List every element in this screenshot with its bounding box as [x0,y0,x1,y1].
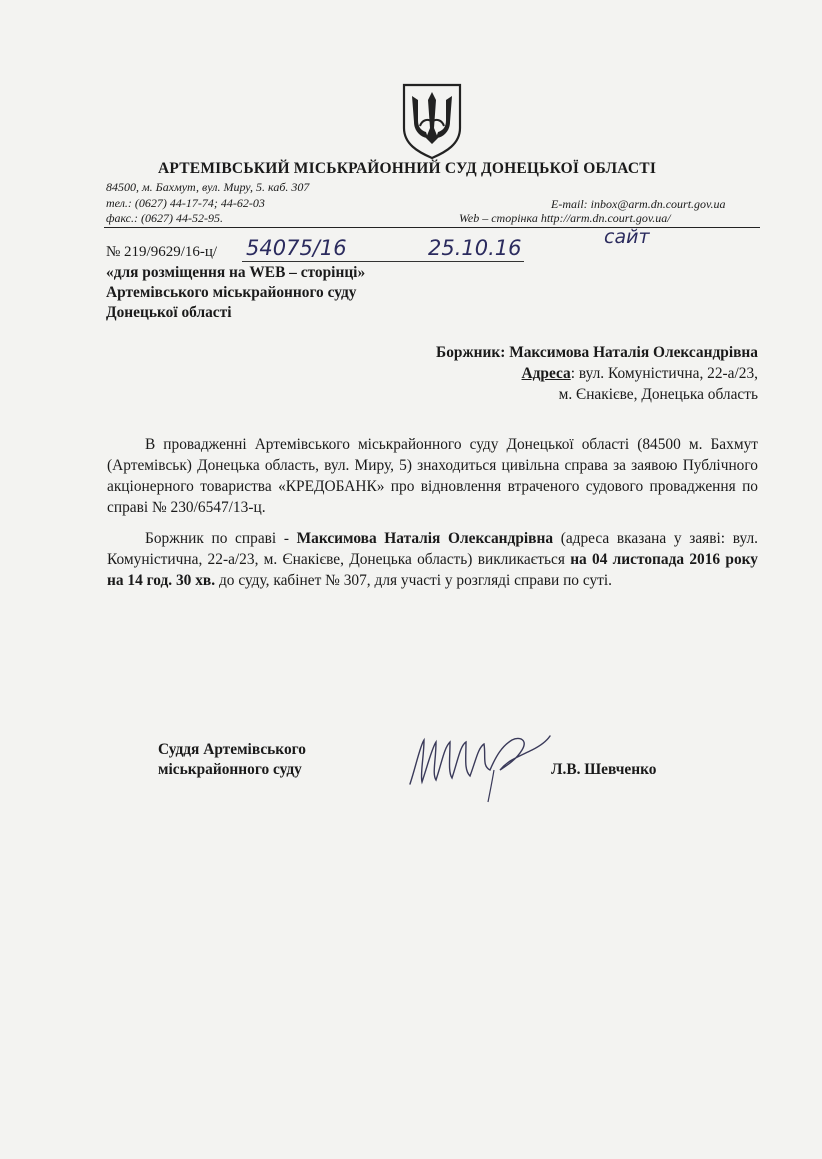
court-fax: факс.: (0627) 44-52-95. [106,211,223,225]
handwritten-signature [404,726,554,806]
addressee-line-3: Донецької області [106,304,232,321]
paragraph-2-debtor-name: Максимова Наталія Олександрівна [296,530,554,547]
address-label: Адреса [521,365,571,382]
paragraph-2-end: до суду, кабінет № 307, для участі у розгляді справи по суті. [215,572,613,589]
address-value: : вул. Комуністична, 22-а/23, [570,365,758,382]
paragraph-2-intro: Боржник по справі - [145,530,297,547]
debtor-address-line-1 [436,363,758,384]
header-divider [104,227,760,228]
addressee-line-2: Артемівського міськрайонного суду [106,284,357,301]
paragraph-2-hearing-date: на 04 листопада 2016 року на 14 год. 30 хв. [107,551,758,589]
court-name: АРТЕМІВСЬКИЙ МІСЬКРАЙОННИЙ СУД ДОНЕЦЬКОЇ ОБЛАСТІ [158,160,657,177]
handwritten-registration-number: 54075/16 [246,236,347,260]
handwritten-note: сайт [604,226,650,248]
reference-underline [242,261,524,262]
court-website: Web – сторінка http://arm.dn.court.gov.ua/ [459,211,671,225]
paragraph-2-middle: (адреса вказана у заяві: вул. Комуністична, 22-а/23, м. Єнакієве, Донецька область) викликається [107,530,758,568]
court-phone: тел.: (0627) 44-17-74; 44-62-03 [106,196,265,210]
handwritten-date: 25.10.16 [428,236,522,260]
trident-coat-of-arms-icon [400,82,464,160]
paragraph-2 [107,528,758,591]
court-address: 84500, м. Бахмут, вул. Миру, 5. каб. 307 [106,180,310,194]
debtor-name: Боржник: Максимова Наталія Олександрівна [436,344,758,361]
paragraph-1-text: В провадженні Артемівського міськрайонного суду Донецької області (84500 м. Бахмут (Артемівськ) Донецька область, вул. Миру, 5) знаходиться цивільна справа за заявою Публічного акціонерного товариства «КРЕДОБАНК» про відновлення втраченого судового провадження по справі № 230/6547/13-ц. [107,436,758,516]
paragraph-1 [107,434,758,518]
judge-title-line-2: міськрайонного суду [158,761,302,778]
judge-name: Л.В. Шевченко [551,761,657,778]
addressee-line-1: «для розміщення на WEB – сторінці» [106,264,366,281]
debtor-block [436,342,758,405]
debtor-address-line-2: м. Єнакієве, Донецька область [558,386,758,403]
judge-title-line-1: Суддя Артемівського [158,741,306,758]
court-email: E-mail: inbox@arm.dn.court.gov.ua [551,197,726,211]
outgoing-number: № 219/9629/16-ц/ [106,244,218,260]
